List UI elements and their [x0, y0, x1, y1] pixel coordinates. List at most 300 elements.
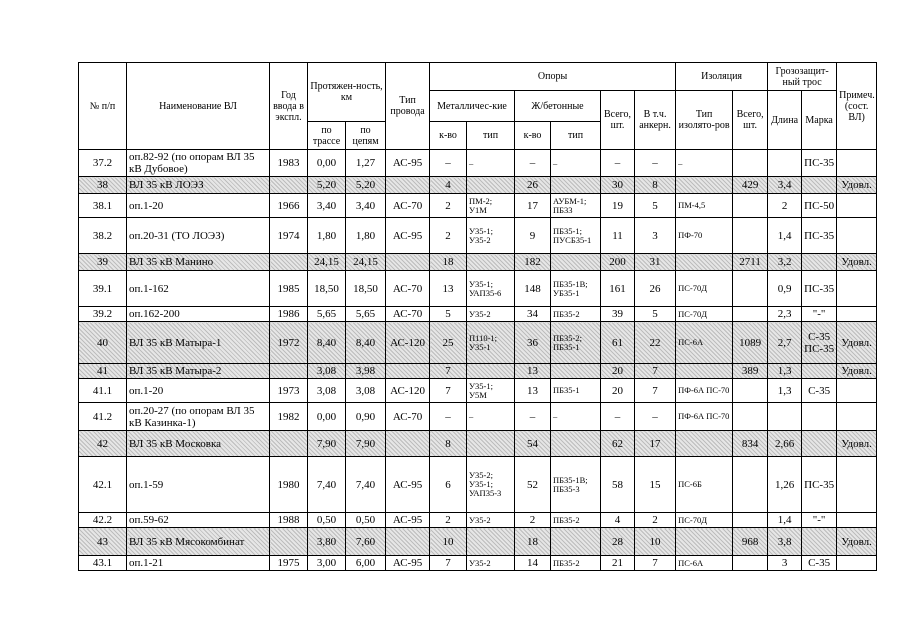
row-num-cell: 42 [79, 431, 127, 457]
header-wire-type: Тип провода [386, 63, 430, 150]
row-insulation-total-cell [733, 457, 768, 513]
row-num-cell: 43.1 [79, 556, 127, 571]
row-length-route-cell: 3,40 [308, 194, 346, 218]
row-insulator-type-cell: ПФ-70 [676, 218, 733, 254]
row-concrete-type-cell: ПБ35-1В; УБ35-1 [551, 271, 601, 307]
row-year-cell: 1985 [270, 271, 308, 307]
power-lines-table [78, 62, 877, 571]
row-total-cell: – [601, 150, 635, 177]
row-concrete-type-cell: ПБ35-2 [551, 307, 601, 322]
row-insulation-total-cell [733, 556, 768, 571]
row-insulation-total-cell: 1089 [733, 322, 768, 364]
row-length-route-cell: 3,08 [308, 379, 346, 403]
row-insulator-type-cell [676, 528, 733, 556]
row-metal-count-cell: – [430, 403, 467, 431]
row-length-chains-cell: 1,80 [346, 218, 386, 254]
row-gw-mark-cell [802, 254, 837, 271]
row-num-cell: 38.1 [79, 194, 127, 218]
row-gw-length-cell: 1,3 [768, 379, 802, 403]
row-anchor-cell: – [635, 150, 676, 177]
header-concrete-count: к-во [515, 122, 551, 150]
row-insulator-type-cell: ПС-70Д [676, 307, 733, 322]
row-year-cell [270, 364, 308, 379]
row-wire-cell: АС-70 [386, 403, 430, 431]
row-gw-mark-cell: ПС-35 [802, 218, 837, 254]
row-num-cell: 42.1 [79, 457, 127, 513]
row-anchor-cell: 15 [635, 457, 676, 513]
table-row [79, 218, 877, 254]
row-name-cell: оп.1-59 [127, 457, 270, 513]
row-concrete-count-cell: 9 [515, 218, 551, 254]
row-num-cell: 41.2 [79, 403, 127, 431]
row-concrete-count-cell: 14 [515, 556, 551, 571]
table-row [79, 403, 877, 431]
header-incl-anchor: В т.ч. анкерн. [635, 91, 676, 150]
row-length-route-cell: 18,50 [308, 271, 346, 307]
row-gw-length-cell: 1,4 [768, 218, 802, 254]
row-concrete-count-cell: 182 [515, 254, 551, 271]
row-length-chains-cell: 0,50 [346, 513, 386, 528]
row-name-cell: ВЛ 35 кВ Матыра-1 [127, 322, 270, 364]
row-metal-count-cell: 13 [430, 271, 467, 307]
row-note-cell: Удовл. [837, 431, 877, 457]
row-metal-count-cell: 5 [430, 307, 467, 322]
header-year: Год ввода в экспл. [270, 63, 308, 150]
row-metal-type-cell: У35-1; У5М [467, 379, 515, 403]
row-concrete-count-cell: 17 [515, 194, 551, 218]
row-num-cell: 39 [79, 254, 127, 271]
table-row [79, 556, 877, 571]
row-note-cell: Удовл. [837, 322, 877, 364]
header-length: Протяжен-ность, км [308, 63, 386, 122]
row-insulator-type-cell: ПФ-6А ПС-70 [676, 379, 733, 403]
row-concrete-type-cell [551, 254, 601, 271]
row-num-cell: 41 [79, 364, 127, 379]
row-concrete-type-cell [551, 177, 601, 194]
row-wire-cell: АС-95 [386, 150, 430, 177]
row-wire-cell [386, 364, 430, 379]
section-row [79, 254, 877, 271]
row-metal-count-cell: – [430, 150, 467, 177]
row-metal-type-cell [467, 177, 515, 194]
row-note-cell: Удовл. [837, 177, 877, 194]
row-total-cell: 21 [601, 556, 635, 571]
row-concrete-count-cell: 26 [515, 177, 551, 194]
row-length-route-cell: 0,00 [308, 150, 346, 177]
table-row [79, 194, 877, 218]
row-gw-mark-cell: С-35 ПС-35 [802, 322, 837, 364]
row-concrete-type-cell [551, 364, 601, 379]
row-gw-length-cell: 2 [768, 194, 802, 218]
row-year-cell: 1980 [270, 457, 308, 513]
header-name: Наименование ВЛ [127, 63, 270, 150]
row-wire-cell [386, 254, 430, 271]
row-length-chains-cell: 8,40 [346, 322, 386, 364]
row-note-cell [837, 379, 877, 403]
row-insulation-total-cell [733, 513, 768, 528]
row-insulation-total-cell [733, 379, 768, 403]
row-gw-length-cell: 1,26 [768, 457, 802, 513]
row-metal-type-cell: У35-1; У35-2 [467, 218, 515, 254]
header-gw-mark: Марка [802, 91, 837, 150]
row-concrete-type-cell: ПБ35-1; ПУСБ35-1 [551, 218, 601, 254]
row-insulator-type-cell [676, 431, 733, 457]
header-total-pcs: Всего, шт. [601, 91, 635, 150]
row-length-chains-cell: 7,60 [346, 528, 386, 556]
row-name-cell: оп.1-20 [127, 194, 270, 218]
row-insulation-total-cell: 834 [733, 431, 768, 457]
row-concrete-count-cell: 2 [515, 513, 551, 528]
header-concrete-type: тип [551, 122, 601, 150]
row-length-route-cell: 0,50 [308, 513, 346, 528]
row-concrete-type-cell: АУБМ-1; ПБ33 [551, 194, 601, 218]
row-year-cell: 1974 [270, 218, 308, 254]
table-row [79, 307, 877, 322]
row-wire-cell [386, 431, 430, 457]
row-anchor-cell: 5 [635, 194, 676, 218]
row-insulator-type-cell: – [676, 150, 733, 177]
row-metal-type-cell: У35-2; У35-1; УАП35-3 [467, 457, 515, 513]
row-gw-mark-cell: ПС-35 [802, 457, 837, 513]
row-year-cell: 1988 [270, 513, 308, 528]
row-anchor-cell: 3 [635, 218, 676, 254]
row-metal-count-cell: 7 [430, 364, 467, 379]
row-num-cell: 40 [79, 322, 127, 364]
row-metal-type-cell: У35-1; УАП35-6 [467, 271, 515, 307]
row-wire-cell: АС-120 [386, 322, 430, 364]
table-header [79, 63, 877, 150]
row-metal-count-cell: 18 [430, 254, 467, 271]
row-concrete-count-cell: 34 [515, 307, 551, 322]
row-insulator-type-cell [676, 364, 733, 379]
header-insulation-total: Всего, шт. [733, 91, 768, 150]
row-length-chains-cell: 0,90 [346, 403, 386, 431]
row-total-cell: 20 [601, 379, 635, 403]
row-gw-length-cell [768, 150, 802, 177]
row-gw-mark-cell: ПС-50 [802, 194, 837, 218]
row-insulation-total-cell: 389 [733, 364, 768, 379]
row-note-cell [837, 307, 877, 322]
row-gw-length-cell: 2,7 [768, 322, 802, 364]
row-note-cell: Удовл. [837, 364, 877, 379]
row-metal-count-cell: 8 [430, 431, 467, 457]
row-length-chains-cell: 6,00 [346, 556, 386, 571]
row-concrete-count-cell: 54 [515, 431, 551, 457]
row-concrete-type-cell [551, 528, 601, 556]
row-gw-length-cell: 1,3 [768, 364, 802, 379]
row-gw-length-cell: 2,66 [768, 431, 802, 457]
row-metal-type-cell: – [467, 403, 515, 431]
row-anchor-cell: 17 [635, 431, 676, 457]
row-metal-type-cell: П110-1; У35-1 [467, 322, 515, 364]
row-length-route-cell: 5,20 [308, 177, 346, 194]
row-concrete-count-cell: 36 [515, 322, 551, 364]
row-gw-mark-cell [802, 403, 837, 431]
row-gw-length-cell: 1,4 [768, 513, 802, 528]
section-row [79, 322, 877, 364]
row-length-chains-cell: 7,40 [346, 457, 386, 513]
row-total-cell: 20 [601, 364, 635, 379]
row-name-cell: оп.1-21 [127, 556, 270, 571]
header-insulation: Изоляция [676, 63, 768, 91]
row-metal-type-cell: – [467, 150, 515, 177]
row-gw-mark-cell: "-" [802, 307, 837, 322]
row-length-route-cell: 24,15 [308, 254, 346, 271]
table-body [79, 150, 877, 571]
row-anchor-cell: 7 [635, 379, 676, 403]
row-anchor-cell: 5 [635, 307, 676, 322]
row-num-cell: 42.2 [79, 513, 127, 528]
row-length-route-cell: 5,65 [308, 307, 346, 322]
row-num-cell: 39.1 [79, 271, 127, 307]
row-gw-mark-cell: С-35 [802, 379, 837, 403]
row-gw-length-cell: 3,4 [768, 177, 802, 194]
row-name-cell: оп.20-31 (ТО ЛОЭЗ) [127, 218, 270, 254]
row-total-cell: 62 [601, 431, 635, 457]
row-concrete-count-cell: 148 [515, 271, 551, 307]
row-metal-type-cell [467, 364, 515, 379]
row-metal-type-cell: У35-2 [467, 513, 515, 528]
row-gw-mark-cell: ПС-35 [802, 150, 837, 177]
row-length-route-cell: 0,00 [308, 403, 346, 431]
row-wire-cell: АС-70 [386, 271, 430, 307]
row-name-cell: оп.82-92 (по опорам ВЛ 35 кВ Дубовое) [127, 150, 270, 177]
row-note-cell [837, 271, 877, 307]
row-metal-count-cell: 2 [430, 513, 467, 528]
row-gw-length-cell: 3,8 [768, 528, 802, 556]
row-anchor-cell: 10 [635, 528, 676, 556]
row-insulation-total-cell [733, 403, 768, 431]
row-num-cell: 39.2 [79, 307, 127, 322]
row-insulator-type-cell: ПС-6А [676, 556, 733, 571]
row-length-route-cell: 3,00 [308, 556, 346, 571]
row-length-route-cell: 8,40 [308, 322, 346, 364]
row-total-cell: 39 [601, 307, 635, 322]
header-insulator-type: Тип изолято-ров [676, 91, 733, 150]
row-year-cell [270, 431, 308, 457]
row-num-cell: 38 [79, 177, 127, 194]
row-concrete-type-cell: ПБ35-2 [551, 556, 601, 571]
row-metal-type-cell: У35-2 [467, 307, 515, 322]
row-wire-cell: АС-70 [386, 194, 430, 218]
row-gw-length-cell: 3,2 [768, 254, 802, 271]
row-metal-type-cell: ПМ-2; У1М [467, 194, 515, 218]
header-metal-count: к-во [430, 122, 467, 150]
row-name-cell: ВЛ 35 кВ ЛОЭЗ [127, 177, 270, 194]
row-insulator-type-cell: ПМ-4,5 [676, 194, 733, 218]
row-length-route-cell: 1,80 [308, 218, 346, 254]
header-length-route: по трассе [308, 122, 346, 150]
row-metal-type-cell [467, 254, 515, 271]
row-note-cell [837, 150, 877, 177]
row-length-chains-cell: 3,40 [346, 194, 386, 218]
row-year-cell [270, 177, 308, 194]
row-year-cell: 1973 [270, 379, 308, 403]
row-anchor-cell: 26 [635, 271, 676, 307]
row-wire-cell: АС-120 [386, 379, 430, 403]
row-metal-type-cell: У35-2 [467, 556, 515, 571]
row-insulator-type-cell: ПС-70Д [676, 513, 733, 528]
row-anchor-cell: 7 [635, 556, 676, 571]
row-metal-type-cell [467, 431, 515, 457]
table-row [79, 150, 877, 177]
row-total-cell: 30 [601, 177, 635, 194]
row-insulator-type-cell: ПФ-6А ПС-70 [676, 403, 733, 431]
row-insulation-total-cell: 2711 [733, 254, 768, 271]
header-num: № п/п [79, 63, 127, 150]
row-gw-mark-cell [802, 431, 837, 457]
row-gw-length-cell: 3 [768, 556, 802, 571]
row-year-cell: 1986 [270, 307, 308, 322]
row-length-chains-cell: 5,20 [346, 177, 386, 194]
row-concrete-type-cell: ПБ35-1В; ПБ35-3 [551, 457, 601, 513]
row-num-cell: 41.1 [79, 379, 127, 403]
row-insulation-total-cell: 429 [733, 177, 768, 194]
row-wire-cell: АС-95 [386, 556, 430, 571]
row-length-route-cell: 3,08 [308, 364, 346, 379]
row-metal-count-cell: 2 [430, 218, 467, 254]
row-anchor-cell: 8 [635, 177, 676, 194]
row-anchor-cell: 31 [635, 254, 676, 271]
row-length-route-cell: 3,80 [308, 528, 346, 556]
row-total-cell: 200 [601, 254, 635, 271]
header-metal-type: тип [467, 122, 515, 150]
row-name-cell: ВЛ 35 кВ Матыра-2 [127, 364, 270, 379]
row-length-route-cell: 7,40 [308, 457, 346, 513]
row-concrete-count-cell: 13 [515, 379, 551, 403]
row-length-route-cell: 7,90 [308, 431, 346, 457]
row-gw-length-cell: 2,3 [768, 307, 802, 322]
row-concrete-type-cell: ПБ35-1 [551, 379, 601, 403]
row-gw-mark-cell [802, 364, 837, 379]
header-note: Примеч. (сост. ВЛ) [837, 63, 877, 150]
row-year-cell: 1982 [270, 403, 308, 431]
row-name-cell: ВЛ 35 кВ Мясокомбинат [127, 528, 270, 556]
table-row [79, 457, 877, 513]
row-year-cell: 1966 [270, 194, 308, 218]
row-insulation-total-cell [733, 271, 768, 307]
row-concrete-type-cell: ПБ35-2 [551, 513, 601, 528]
row-note-cell [837, 218, 877, 254]
row-metal-count-cell: 7 [430, 379, 467, 403]
row-anchor-cell: 7 [635, 364, 676, 379]
header-concrete: Ж/бетонные [515, 91, 601, 122]
section-row [79, 431, 877, 457]
row-year-cell: 1983 [270, 150, 308, 177]
row-note-cell: Удовл. [837, 528, 877, 556]
row-year-cell [270, 254, 308, 271]
row-total-cell: 61 [601, 322, 635, 364]
row-length-chains-cell: 7,90 [346, 431, 386, 457]
row-year-cell: 1975 [270, 556, 308, 571]
row-metal-count-cell: 4 [430, 177, 467, 194]
row-metal-count-cell: 2 [430, 194, 467, 218]
row-concrete-count-cell: 18 [515, 528, 551, 556]
row-year-cell [270, 528, 308, 556]
row-gw-length-cell: 0,9 [768, 271, 802, 307]
row-length-chains-cell: 3,08 [346, 379, 386, 403]
row-concrete-type-cell: – [551, 150, 601, 177]
row-wire-cell: АС-95 [386, 218, 430, 254]
row-insulator-type-cell: ПС-6Б [676, 457, 733, 513]
row-num-cell: 43 [79, 528, 127, 556]
row-concrete-count-cell: – [515, 403, 551, 431]
row-concrete-count-cell: 52 [515, 457, 551, 513]
row-name-cell: ВЛ 35 кВ Московка [127, 431, 270, 457]
row-insulator-type-cell [676, 254, 733, 271]
row-name-cell: оп.162-200 [127, 307, 270, 322]
row-metal-count-cell: 7 [430, 556, 467, 571]
row-num-cell: 37.2 [79, 150, 127, 177]
header-metal: Металличес-кие [430, 91, 515, 122]
row-insulator-type-cell [676, 177, 733, 194]
section-row [79, 528, 877, 556]
row-length-chains-cell: 18,50 [346, 271, 386, 307]
row-gw-mark-cell [802, 528, 837, 556]
row-insulation-total-cell [733, 150, 768, 177]
row-name-cell: ВЛ 35 кВ Манино [127, 254, 270, 271]
row-concrete-count-cell: – [515, 150, 551, 177]
row-insulation-total-cell [733, 218, 768, 254]
row-name-cell: оп.59-62 [127, 513, 270, 528]
row-num-cell: 38.2 [79, 218, 127, 254]
table-row [79, 271, 877, 307]
row-metal-count-cell: 10 [430, 528, 467, 556]
row-wire-cell: АС-70 [386, 307, 430, 322]
header-supports: Опоры [430, 63, 676, 91]
row-anchor-cell: 22 [635, 322, 676, 364]
row-anchor-cell: 2 [635, 513, 676, 528]
row-insulator-type-cell: ПС-6А [676, 322, 733, 364]
row-length-chains-cell: 5,65 [346, 307, 386, 322]
row-note-cell [837, 457, 877, 513]
header-gw-length: Длина [768, 91, 802, 150]
header-ground-wire: Грозозащит-ный трос [768, 63, 837, 91]
row-total-cell: 19 [601, 194, 635, 218]
table-row [79, 379, 877, 403]
row-wire-cell: АС-95 [386, 457, 430, 513]
row-gw-length-cell [768, 403, 802, 431]
row-gw-mark-cell: С-35 [802, 556, 837, 571]
row-insulator-type-cell: ПС-70Д [676, 271, 733, 307]
row-note-cell: Удовл. [837, 254, 877, 271]
row-wire-cell [386, 528, 430, 556]
row-gw-mark-cell: ПС-35 [802, 271, 837, 307]
row-concrete-type-cell [551, 431, 601, 457]
row-concrete-type-cell: ПБ35-2; ПБ35-1 [551, 322, 601, 364]
row-note-cell [837, 194, 877, 218]
row-note-cell [837, 513, 877, 528]
table-row [79, 513, 877, 528]
row-gw-mark-cell: "-" [802, 513, 837, 528]
row-length-chains-cell: 24,15 [346, 254, 386, 271]
row-metal-type-cell [467, 528, 515, 556]
row-insulation-total-cell [733, 194, 768, 218]
row-concrete-count-cell: 13 [515, 364, 551, 379]
row-year-cell: 1972 [270, 322, 308, 364]
row-note-cell [837, 403, 877, 431]
row-metal-count-cell: 25 [430, 322, 467, 364]
header-length-chains: по цепям [346, 122, 386, 150]
row-name-cell: оп.1-162 [127, 271, 270, 307]
row-total-cell: 11 [601, 218, 635, 254]
row-total-cell: 161 [601, 271, 635, 307]
row-insulation-total-cell [733, 307, 768, 322]
row-wire-cell [386, 177, 430, 194]
row-length-chains-cell: 1,27 [346, 150, 386, 177]
row-total-cell: 28 [601, 528, 635, 556]
row-total-cell: – [601, 403, 635, 431]
